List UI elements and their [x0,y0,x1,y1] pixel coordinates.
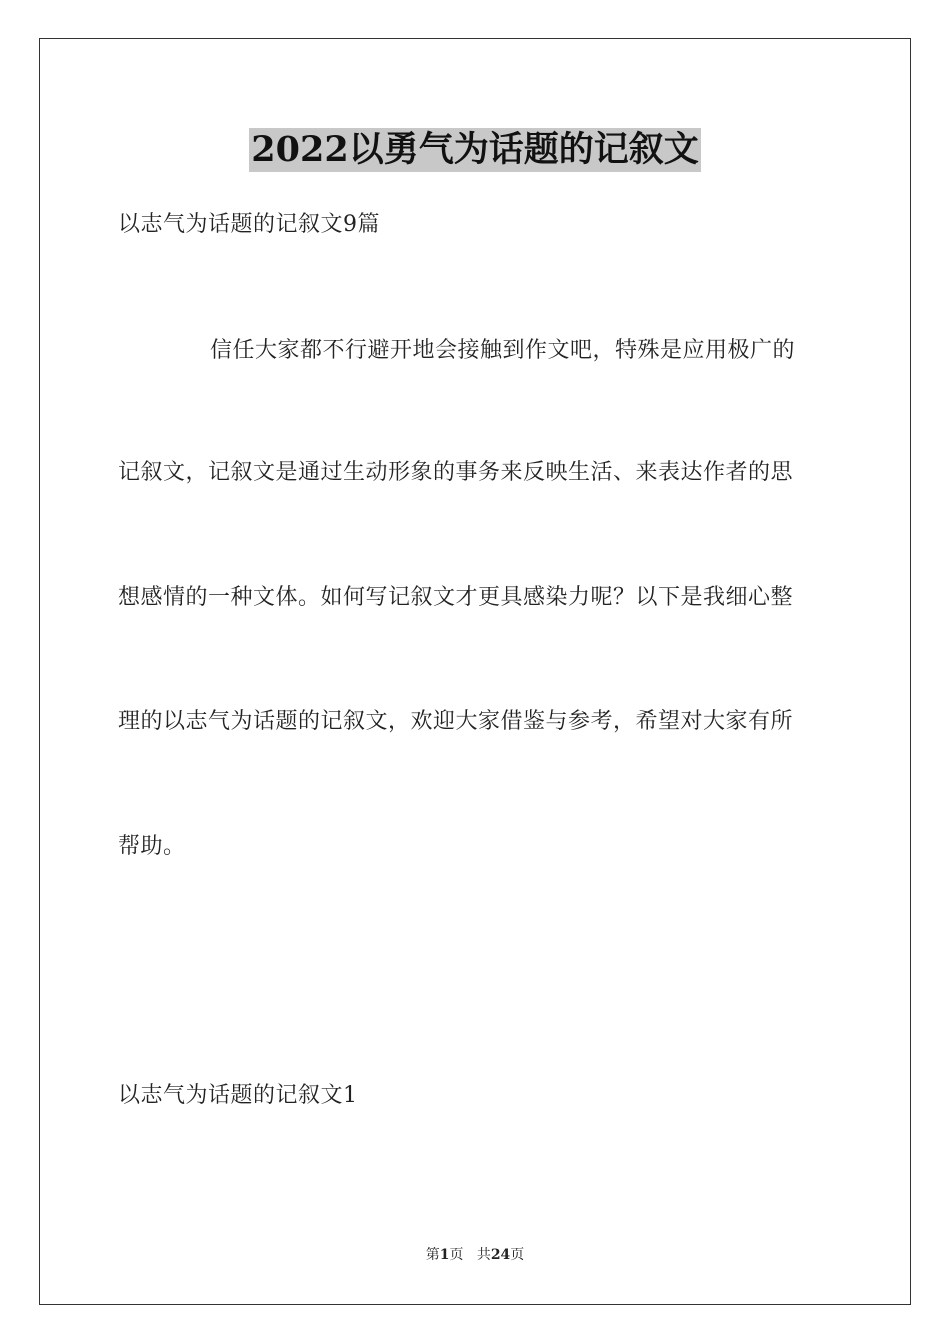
paragraph-line: 理的以志气为话题的记叙文，欢迎大家借鉴与参考，希望对大家有所 [118,709,794,734]
footer-total-prefix: 共 [476,1247,491,1263]
footer-page-prefix: 第 [425,1247,440,1263]
document-title-wrapper [0,128,950,172]
document-subtitle: 以志气为话题的记叙文9篇 [118,212,380,237]
page-footer [0,1246,950,1264]
footer-total-pages: 24 [490,1247,511,1263]
paragraph-line: 想感情的一种文体。如何写记叙文才更具感染力呢？以下是我细心整 [118,585,794,610]
footer-total-suffix: 页 [510,1247,525,1263]
document-title: 2022以勇气为话题的记叙文 [251,129,699,170]
section-heading: 以志气为话题的记叙文1 [118,1083,358,1108]
footer-page-suffix: 页 [449,1247,464,1263]
paragraph-line: 信任大家都不行避开地会接触到作文吧，特殊是应用极广的 [210,338,796,363]
paragraph-line: 帮助。 [118,834,186,859]
footer-page-number: 1 [439,1247,450,1263]
paragraph-line: 记叙文，记叙文是通过生动形象的事务来反映生活、来表达作者的思 [118,460,794,485]
